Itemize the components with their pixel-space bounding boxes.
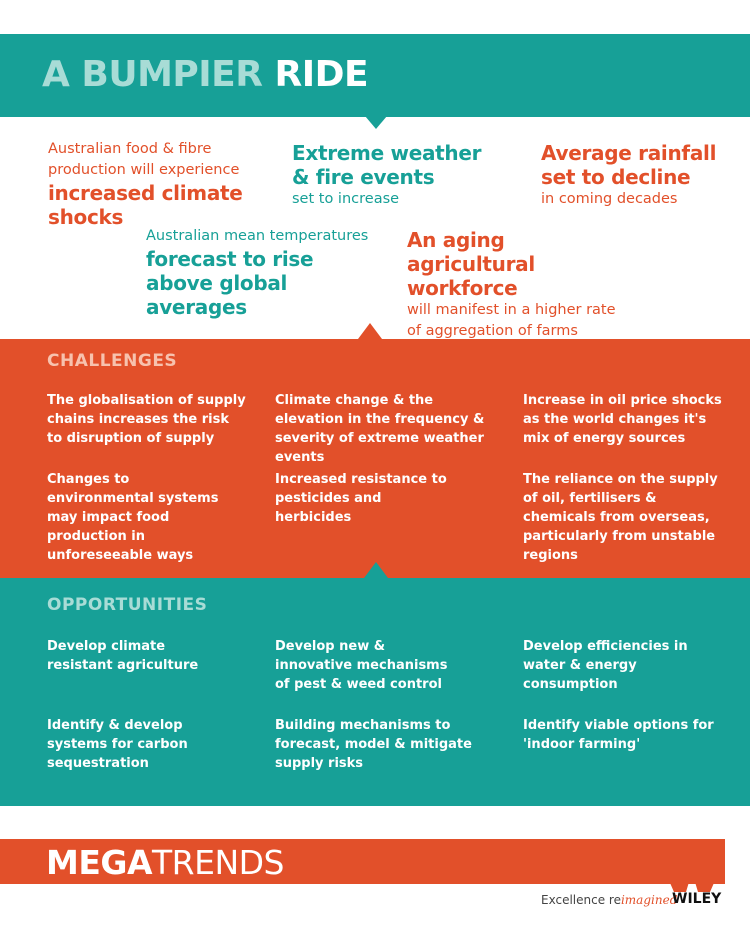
workforce-sub: will manifest in a higher rate of aggregation of farms	[407, 302, 616, 339]
climate-shocks-intro: Australian food & fibre production will experience	[48, 141, 240, 178]
opportunities-pointer	[364, 562, 388, 578]
rainfall-sub: in coming decades	[541, 191, 678, 207]
tagline-emphasis: imagined	[620, 893, 678, 907]
highlight-climate-shocks	[48, 139, 258, 229]
title-pointer	[365, 116, 387, 129]
climate-shocks-headline: increased climate shocks	[48, 181, 243, 229]
tagline	[541, 893, 677, 907]
wiley-w-logo-icon	[660, 858, 724, 892]
challenge-item: The reliance on the supply of oil, fertilisers & chemicals from overseas, particularly from unstable regions	[523, 472, 718, 563]
highlight-rainfall	[541, 141, 731, 210]
megatrends-logo	[46, 843, 284, 882]
challenge-item: Increased resistance to pesticides and herbicides	[275, 472, 447, 525]
rainfall-headline: Average rainfall set to decline	[541, 141, 717, 189]
challenges-pointer	[358, 323, 382, 339]
challenge-item: Climate change & the elevation in the frequency & severity of extreme weather events	[275, 393, 485, 465]
challenge-item: The globalisation of supply chains increases the risk to disruption of supply	[47, 393, 246, 446]
opportunity-item: Identify viable options for 'indoor farming'	[523, 718, 714, 752]
opportunity-item: Develop efficiencies in water & energy consumption	[523, 639, 688, 692]
opportunity-item: Building mechanisms to forecast, model & mitigate supply risks	[275, 718, 472, 771]
highlight-extreme-weather	[292, 141, 492, 210]
highlight-workforce	[407, 228, 632, 342]
opportunity-item: Develop climate resistant agriculture	[47, 639, 199, 673]
highlight-temperatures	[146, 226, 386, 319]
opportunity-item: Develop new & innovative mechanisms of pest & weed control	[275, 639, 448, 692]
opportunities-title: OPPORTUNITIES	[47, 595, 208, 615]
trends-text: TRENDS	[152, 843, 284, 882]
challenge-item: Changes to environmental systems may impact food production in unforeseeable ways	[47, 472, 219, 563]
tagline-pre: Excellence re	[541, 893, 621, 907]
mega-text: MEGA	[46, 843, 153, 882]
challenge-item: Increase in oil price shocks as the world changes it's mix of energy sources	[523, 393, 722, 446]
title-part-2: RIDE	[274, 54, 369, 95]
title-part-1: A BUMPIER	[42, 54, 263, 95]
opportunity-item: Identify & develop systems for carbon sequestration	[47, 718, 188, 771]
brand-name: WILEY	[672, 891, 722, 907]
workforce-headline: An aging agricultural workforce	[407, 228, 535, 300]
temperatures-intro: Australian mean temperatures	[146, 228, 369, 244]
extreme-weather-headline: Extreme weather & fire events	[292, 141, 482, 189]
temperatures-headline: forecast to rise above global averages	[146, 247, 314, 319]
extreme-weather-sub: set to increase	[292, 191, 400, 207]
challenges-title: CHALLENGES	[47, 351, 178, 371]
page-title	[42, 54, 368, 95]
